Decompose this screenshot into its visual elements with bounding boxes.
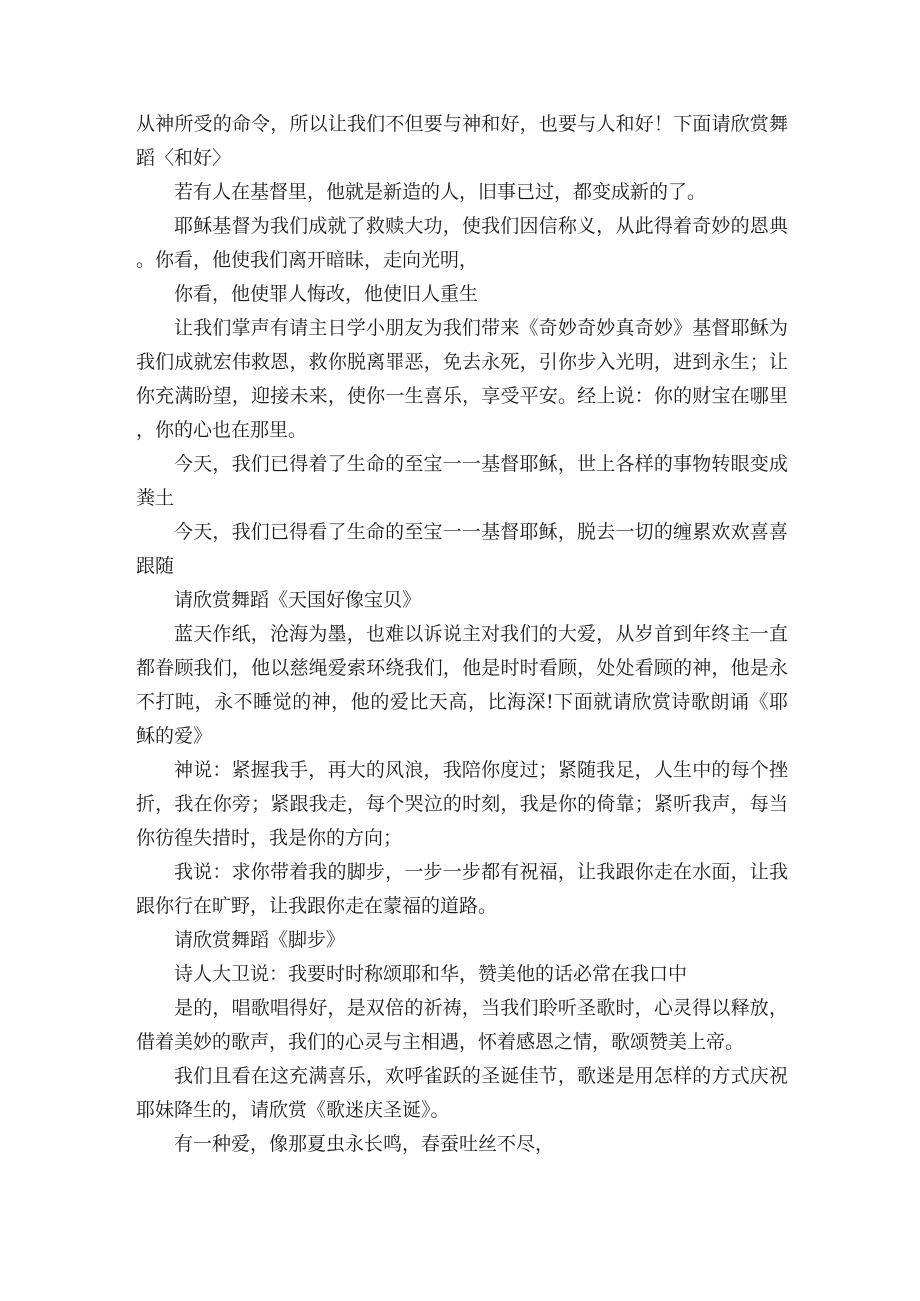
paragraph: 有一种爱，像那夏虫永长鸣，春蚕吐丝不尽， [174,1133,555,1155]
paragraph: 蓝天作纸，沧海为墨，也难以诉说主对我们的大爱，从岁首到年终主一直都眷顾我们，他以慈绳爱索环绕我们，他是时时看顾，处处看顾的神，他是永不打盹，永不睡觉的神，他的爱比天高，比海深!下面就请欣赏诗歌朗诵《耶稣的爱》 [136,623,788,747]
paragraph: 神说：紧握我手，再大的风浪，我陪你度过；紧随我足，人生中的每个挫折，我在你旁；紧跟我走，每个哭泣的时刻，我是你的倚靠；紧听我声，每当你彷徨失措时，我是你的方向； [136,759,788,849]
paragraph: 若有人在基督里，他就是新造的人，旧事已过，都变成新的了。 [174,181,707,203]
paragraph: 诗人大卫说：我要时时称颂耶和华，赞美他的话必常在我口中 [174,963,688,985]
paragraph: 我说：求你带着我的脚步，一步一步都有祝福，让我跟你走在水面，让我跟你行在旷野，让我跟你走在蒙福的道路。 [136,861,788,917]
paragraph: 我们且看在这充满喜乐，欢呼雀跃的圣诞佳节，歌迷是用怎样的方式庆祝耶妹降生的，请欣赏《歌迷庆圣诞》。 [136,1065,788,1121]
paragraph: 是的，唱歌唱得好，是双倍的祈祷，当我们聆听圣歌时，心灵得以释放，借着美妙的歌声，我们的心灵与主相遇，怀着感恩之情，歌颂赞美上帝。 [136,997,788,1053]
paragraph: 从神所受的命令，所以让我们不但要与神和好，也要与人和好！下面请欣赏舞蹈〈和好〉 [136,113,788,169]
paragraph: 今天，我们已得看了生命的至宝一一基督耶稣，脱去一切的缠累欢欢喜喜跟随 [136,521,788,577]
paragraph: 今天，我们已得着了生命的至宝一一基督耶稣，世上各样的事物转眼变成粪土 [136,453,788,509]
paragraph: 请欣赏舞蹈《脚步》 [174,929,346,951]
paragraph: 让我们掌声有请主日学小朋友为我们带来《奇妙奇妙真奇妙》基督耶稣为我们成就宏伟救恩，救你脱离罪恶，免去永死，引你步入光明，进到永生；让你充满盼望，迎接未来，使你一生喜乐，享受平安。经上说：你的财宝在哪里，你的心也在那里。 [136,317,788,441]
paragraph: 你看，他使罪人悔改，他使旧人重生 [174,283,479,305]
paragraph: 请欣赏舞蹈《天国好像宝贝》 [174,589,422,611]
document-page [136,107,788,1161]
paragraph: 耶稣基督为我们成就了救赎大功，使我们因信称义，从此得着奇妙的恩典。你看，他使我们离开暗昧，走向光明， [136,215,788,271]
